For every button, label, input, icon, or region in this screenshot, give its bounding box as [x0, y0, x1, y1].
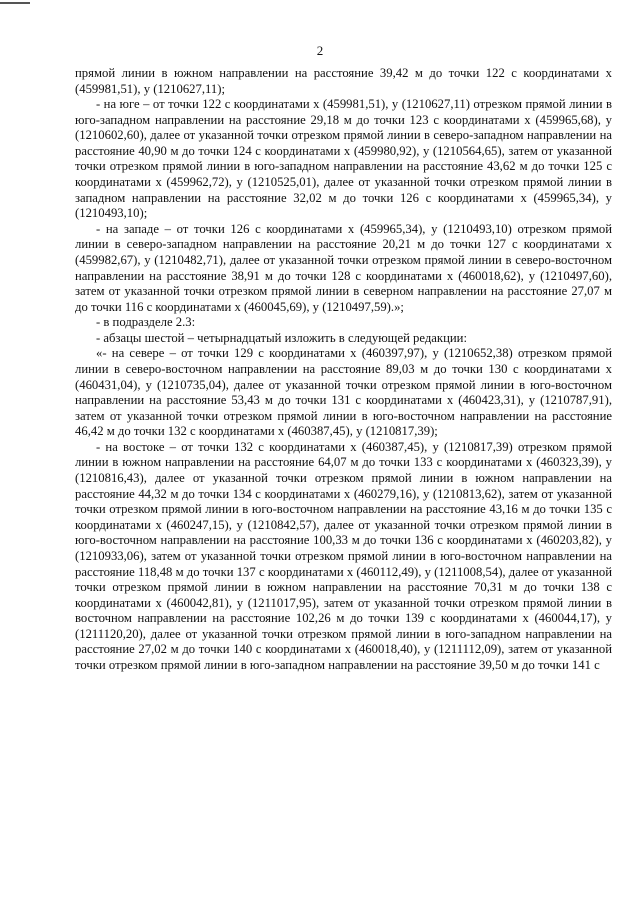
paragraph-south-boundary: - на юге – от точки 122 с координатами x (459981,51), y (1210627,11) отрезком прямой линии в юго-западном направлении на расстояние 29,18 м до точки 123 с координатами x (459965,68), y (1210602,60), далее от указанной точки отрезком прямой линии в северо-западном направлении на расстояние 40,90 м до точки 124 с координатами x (459980,92), y (1210564,65), затем от указанной точки отрезком прямой линии в юго-западном направлении на расстояние 43,62 м до точки 125 с координатами x (459962,72), y (1210525,01), далее от указанной точки отрезком прямой линии в западном направлении на расстояние 32,02 м до точки 126 с координатами x (459965,34), y (1210493,10);: [75, 97, 612, 221]
scan-edge-mark: [0, 2, 30, 4]
paragraph-west-boundary: - на западе – от точки 126 с координатами x (459965,34), y (1210493,10) отрезком прямой линии в северо-западном направлении на расстояние 20,21 м до точки 127 с координатами x (459982,67), y (1210482,71), далее от указанной точки отрезком прямой линии в северо-восточном направлении на расстояние 38,91 м до точки 128 с координатами x (460018,62), y (1210497,60), затем от указанной точки отрезком прямой линии в северном направлении на расстояние 27,07 м до точки 116 с координатами x (460045,69), y (1210497,59).»;: [75, 221, 612, 314]
page-number: 2: [316, 43, 324, 58]
paragraph-east-boundary: - на востоке – от точки 132 с координатами x (460387,45), y (1210817,39) отрезком прямой линии в южном направлении на расстояние 64,07 м до точки 133 с координатами x (460323,39), y (1210816,43), далее от указанной точки отрезком прямой линии в южном направлении на расстояние 44,32 м до точки 134 с координатами x (460279,16), y (1210813,62), затем от указанной точки отрезком прямой линии в юго-восточном направлении на расстояние 43,16 м до точки 135 с координатами x (460247,15), y (1210842,57), далее от указанной точки отрезком прямой линии в юго-восточном направлении на расстояние 100,33 м до точки 136 с координатами x (460203,82), y (1210933,06), затем от указанной точки отрезком прямой линии в юго-восточном направлении на расстояние 118,48 м до точки 137 с координатами x (460112,49), y (1211008,54), далее от указанной точки отрезком прямой линии в южном направлении на расстояние 70,31 м до точки 138 с координатами x (460042,81), y (1211017,95), затем от указанной точки отрезком прямой линии в восточном направлении на расстояние 102,26 м до точки 139 с координатами x (460044,17), y (1211120,20), далее от указанной точки отрезком прямой линии в юго-западном направлении на расстояние 27,02 м до точки 140 с координатами x (460018,40), y (1211112,09), затем от указанной точки отрезком прямой линии в юго-западном направлении на расстояние 39,50 м до точки 141 с: [75, 439, 612, 672]
paragraph-subsection-heading: - в подразделе 2.3:: [96, 315, 196, 330]
paragraph-amendment-instruction: - абзацы шестой – четырнадцатый изложить в следующей редакции:: [96, 330, 467, 345]
document-body: [75, 66, 612, 674]
paragraph-north-boundary: «- на севере – от точки 129 с координатами x (460397,97), y (1210652,38) отрезком прямой линии в северо-восточном направлении на расстояние 89,03 м до точки 130 с координатами x (460431,04), y (1210735,04), далее от указанной точки отрезком прямой линии в юго-восточном направлении на расстояние 53,43 м до точки 131 с координатами x (460423,31), y (1210787,91), затем от указанной точки отрезком прямой линии в юго-восточном направлении на расстояние 46,42 м до точки 132 с координатами x (460387,45), y (1210817,39);: [75, 346, 612, 439]
paragraph-continuation: прямой линии в южном направлении на расстояние 39,42 м до точки 122 с координатами x (459981,51), y (1210627,11);: [75, 66, 612, 96]
